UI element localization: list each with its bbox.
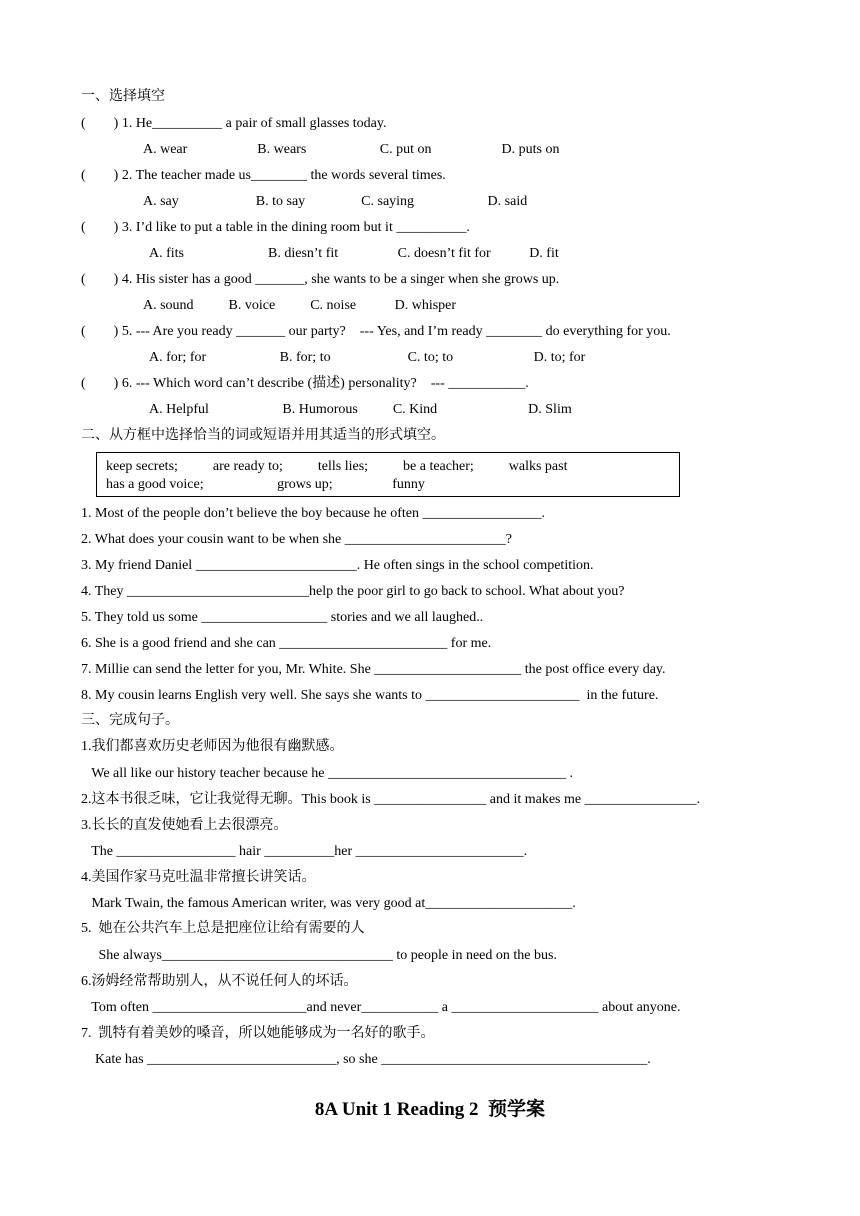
question-4-options: A. sound B. voice C. noise D. whisper [143,298,457,313]
fill-item-2: 2. What does your cousin want to be when she _______________________? [81,532,512,547]
question-1-stem: ( ) 1. He__________ a pair of small glasses today. [81,116,387,131]
sentence-1-chinese: 1.我们都喜欢历史老师因为他很有幽默感。 [81,739,344,754]
question-5-options: A. for; for B. for; to C. to; to D. to; for [149,350,586,365]
section2-heading: 二、从方框中选择恰当的词或短语并用其适当的形式填空。 [81,428,445,443]
sentence-1-english: We all like our history teacher because he __________________________________ . [81,766,574,781]
word-bank-row-1: keep secrets; are ready to; tells lies; be a teacher; walks past [106,459,568,474]
word-bank-row-2: has a good voice; grows up; funny [106,477,425,492]
sentence-4-chinese: 4.美国作家马克吐温非常擅长讲笑话。 [81,870,316,885]
question-2-options: A. say B. to say C. saying D. said [143,194,528,209]
fill-item-5: 5. They told us some __________________ stories and we all laughed.. [81,610,484,625]
sentence-7-english: Kate has ___________________________, so she ______________________________________. [81,1052,651,1067]
question-6-stem: ( ) 6. --- Which word can’t describe (描述) personality? --- ___________. [81,376,529,391]
sentence-7-chinese: 7. 凯特有着美妙的嗓音，所以她能够成为一名好的歌手。 [81,1026,435,1041]
question-6-options: A. Helpful B. Humorous C. Kind D. Slim [149,402,572,417]
fill-item-7: 7. Millie can send the letter for you, Mr. White. She _____________________ the post office every day. [81,662,666,677]
footer-title: 8A Unit 1 Reading 2 预学案 [314,1099,546,1120]
fill-item-1: 1. Most of the people don’t believe the boy because he often _________________. [81,506,545,521]
question-5-stem: ( ) 5. --- Are you ready _______ our party? --- Yes, and I’m ready ________ do everything for you. [81,324,671,339]
question-1-options: A. wear B. wears C. put on D. puts on [143,142,560,157]
sentence-4-english: Mark Twain, the famous American writer, was very good at_____________________. [81,896,576,911]
question-4-stem: ( ) 4. His sister has a good _______, she wants to be a singer when she grows up. [81,272,560,287]
sentence-3-chinese: 3.长长的直发使她看上去很漂亮。 [81,818,288,833]
question-2-stem: ( ) 2. The teacher made us________ the words several times. [81,168,446,183]
section1-heading: 一、选择填空 [81,89,165,104]
sentence-6-english: Tom often ______________________and never___________ a _____________________ about anyone. [81,1000,681,1015]
fill-item-4: 4. They __________________________help the poor girl to go back to school. What about you? [81,584,625,599]
fill-item-6: 6. She is a good friend and she can ________________________ for me. [81,636,492,651]
section3-heading: 三、完成句子。 [81,713,179,728]
sentence-5-english: She always_________________________________ to people in need on the bus. [81,948,557,963]
sentence-3-english: The _________________ hair __________her ________________________. [81,844,528,859]
sentence-6-chinese: 6.汤姆经常帮助别人，从不说任何人的坏话。 [81,974,358,989]
sentence-5-chinese: 5. 她在公共汽车上总是把座位让给有需要的人 [81,921,365,936]
word-bank-box [96,452,680,497]
fill-item-3: 3. My friend Daniel _______________________. He often sings in the school competition. [81,558,594,573]
question-3-options: A. fits B. diesn’t fit C. doesn’t fit for D. fit [149,246,559,261]
question-3-stem: ( ) 3. I’d like to put a table in the dining room but it __________. [81,220,470,235]
sentence-2: 2.这本书很乏味，它让我觉得无聊。This book is ________________ and it makes me ________________. [81,792,701,807]
fill-item-8: 8. My cousin learns English very well. She says she wants to ______________________ in the future. [81,688,659,703]
